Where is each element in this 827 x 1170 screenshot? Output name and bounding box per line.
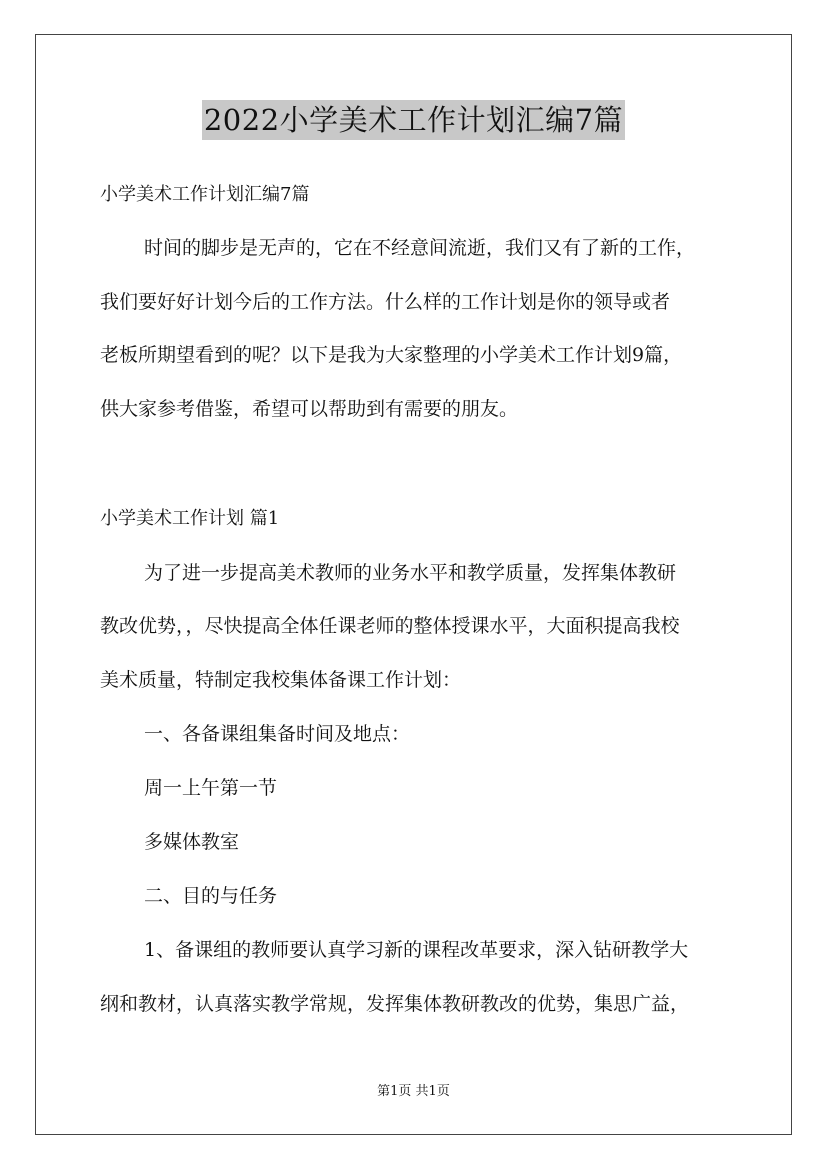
intro-line-2: 我们要好好计划今后的工作方法。什么样的工作计划是你的领导或者 xyxy=(100,291,671,313)
item-2-para-line-2: 纲和教材，认真落实教学常规，发挥集体教研教改的优势，集思广益， xyxy=(100,993,690,1015)
intro-line-3: 老板所期望看到的呢？以下是我为大家整理的小学美术工作计划9篇， xyxy=(100,344,683,366)
item-1-time: 周一上午第一节 xyxy=(144,777,278,799)
item-2-heading: 二、目的与任务 xyxy=(144,885,278,907)
section-para-line-2: 教改优势，，尽快提高全体任课老师的整体授课水平，大面积提高我校 xyxy=(100,615,680,637)
section-heading: 小学美术工作计划 篇1 xyxy=(100,508,280,529)
intro-line-1: 时间的脚步是无声的，它在不经意间流逝，我们又有了新的工作， xyxy=(144,237,696,259)
intro-line-4: 供大家参考借鉴，希望可以帮助到有需要的朋友。 xyxy=(100,398,519,420)
item-2-para-line-1: 1、备课组的教师要认真学习新的课程改革要求，深入钻研教学大 xyxy=(144,939,689,961)
section-para-line-1: 为了进一步提高美术教师的业务水平和教学质量，发挥集体教研 xyxy=(144,562,677,584)
document-subtitle: 小学美术工作计划汇编7篇 xyxy=(100,184,310,205)
page-footer: 第1页 共1页 xyxy=(377,1084,450,1099)
title-container xyxy=(0,100,827,140)
item-1-place: 多媒体教室 xyxy=(144,831,240,853)
document-title: 2022小学美术工作计划汇编7篇 xyxy=(202,100,625,140)
section-para-line-3: 美术质量，特制定我校集体备课工作计划： xyxy=(100,669,462,691)
item-1-heading: 一、各备课组集备时间及地点： xyxy=(144,723,411,745)
